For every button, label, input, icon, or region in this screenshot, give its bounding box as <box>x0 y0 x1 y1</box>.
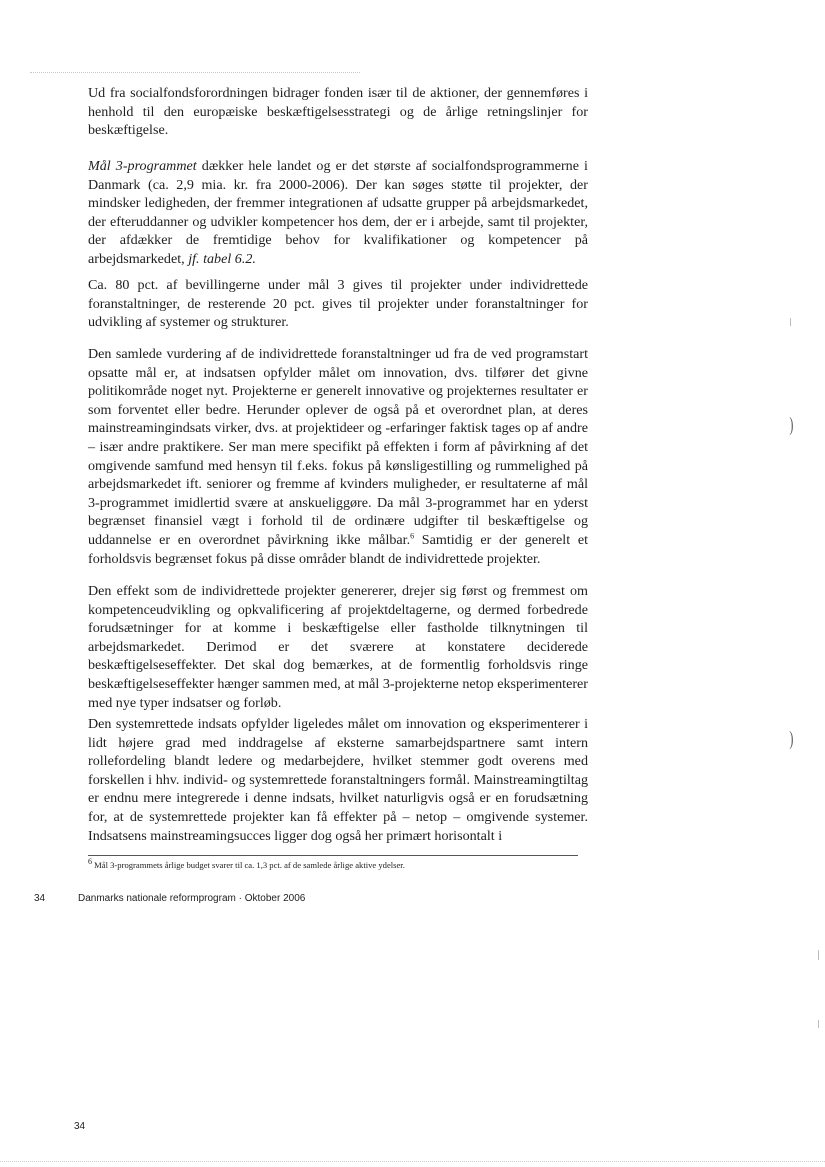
footnote-marker: 6 <box>88 857 92 867</box>
paragraph-text-tail: Samtidig er der generelt et forholdsvis begrænset fokus på disse områder blandt de individrettede projekter. <box>88 531 589 567</box>
footnote-divider <box>88 855 578 856</box>
paragraph-maal3-programmet <box>88 157 588 269</box>
paragraph-systemrettede-indsats <box>88 715 588 845</box>
margin-bracket-mark: ) <box>789 414 794 436</box>
program-name-italic: Mål 3-programmet <box>88 158 197 174</box>
scan-margin-tick <box>818 1020 819 1028</box>
page-number: 34 <box>34 893 46 904</box>
running-footer-title: Danmarks nationale reformprogram · Oktober 2006 <box>78 893 306 904</box>
paragraph-text: dækker hele landet og er det største af socialfondsprogrammerne i Danmark (ca. 2,9 mia. kr. fra 2000-2006). Der kan søges støtte til projekter, der mindsker ledigheden, der fremmer integrationen af udsatte grupper på arbejdsmarkedet, der efteruddanner og udvikler kompetencer hos dem, der er i arbejde, samt til projekter, der afdækker de fremtidige behov for kvalifikationer og kompetencer på arbejdsmarkedet, <box>88 158 588 267</box>
footnote-reference: 6 <box>410 531 415 541</box>
scan-margin-tick <box>790 318 791 326</box>
paragraph-text: Den systemrettede indsats opfylder ligeledes målet om innovation og eksperimenterer i lidt højere grad med inddragelse af eksterne samarbejdspartnere samt intern rollefordeling blandt ledere og medarbejdere, hvilket stemmer godt overens med forskellen i hhv. individ- og systemrettede foranstaltningers formål. Mainstreamingtiltag er endnu mere integrerede i denne indsats, hvilket naturligvis også er en forudsætning for, at de systemrettede projekter kan få effekter på – netop – omgivende systemer. Indsatsens mainstreamingsucces ligger dog også her primært horisontalt i <box>88 716 588 844</box>
scan-artifact-bottom <box>0 1161 825 1162</box>
margin-bracket-mark: ) <box>789 728 794 750</box>
table-reference: jf. tabel 6.2. <box>188 250 256 267</box>
paragraph-text: Den samlede vurdering af de individrettede foranstaltninger ud fra de ved programstart opsatte mål er, at indsatsen opfylder målet om innovation, dvs. tilfører det givne politikområde noget nyt. Projekterne er generelt innovative og projekternes resultater er som forventet eller bedre. Herunder oplever de også på et overordnet plan, at deres mainstreamingindsats virker, dvs. at projektideer og -erfaringer faktisk tages op af andre – især andre praktikere. Ser man mere specifikt på effekten i form af påvirkning af det omgivende samfund med hensyn til f.eks. fokus på kønsligestilling og rummelighed på arbejdsmarkedet ift. seniorer og fremme af kvinders muligheder, er resultaterne af mål 3-programmet imidlertid svære at anskueliggøre. Da mål 3-programmet har en yderst begrænset finansiel vægt i forhold til de ordinære udgifter til beskæftigelse og uddannelse er en overordnet påvirkning ikke målbar. <box>88 346 588 548</box>
paragraph-effekt-individrettede <box>88 582 588 712</box>
paragraph-socialfond-intro <box>88 84 588 140</box>
paragraph-text: Den effekt som de individrettede projekter genererer, drejer sig først og fremmest om kompetenceudvikling og opkvalificering af projektdeltagerne, og dermed forbedrede forudsætninger for at komme i beskæftigelse eller fastholde tilknytningen til arbejdsmarkedet. Derimod er det sværere at konstatere deciderede beskæftigelseseffekter. Det skal dog bemærkes, at de formentlig forholdsvis ringe beskæftigelseseffekter hænger sammen med, at mål 3-projekterne netop eksperimenterer med nye typer indsatser og forløb. <box>88 583 588 711</box>
paragraph-bevillinger <box>88 276 588 332</box>
footnote <box>88 857 588 871</box>
scan-artifact-top <box>30 72 360 79</box>
paragraph-text: Ud fra socialfondsforordningen bidrager fonden især til de aktioner, der gennemføres i henhold til den europæiske beskæftigelsesstrategi og de årlige retningslinjer for beskæftigelse. <box>88 85 588 139</box>
footnote-text: Mål 3-programmets årlige budget svarer til ca. 1,3 pct. af de samlede årlige aktive ydelser. <box>92 860 405 870</box>
paragraph-text: Ca. 80 pct. af bevillingerne under mål 3 gives til projekter under individrettede foranstaltninger, de resterende 20 pct. gives til projekter under foranstaltninger for udvikling af systemer og strukturer. <box>88 277 588 331</box>
paragraph-samlede-vurdering <box>88 345 588 568</box>
scan-page-number: 34 <box>74 1121 86 1132</box>
scan-margin-tick <box>818 950 819 960</box>
